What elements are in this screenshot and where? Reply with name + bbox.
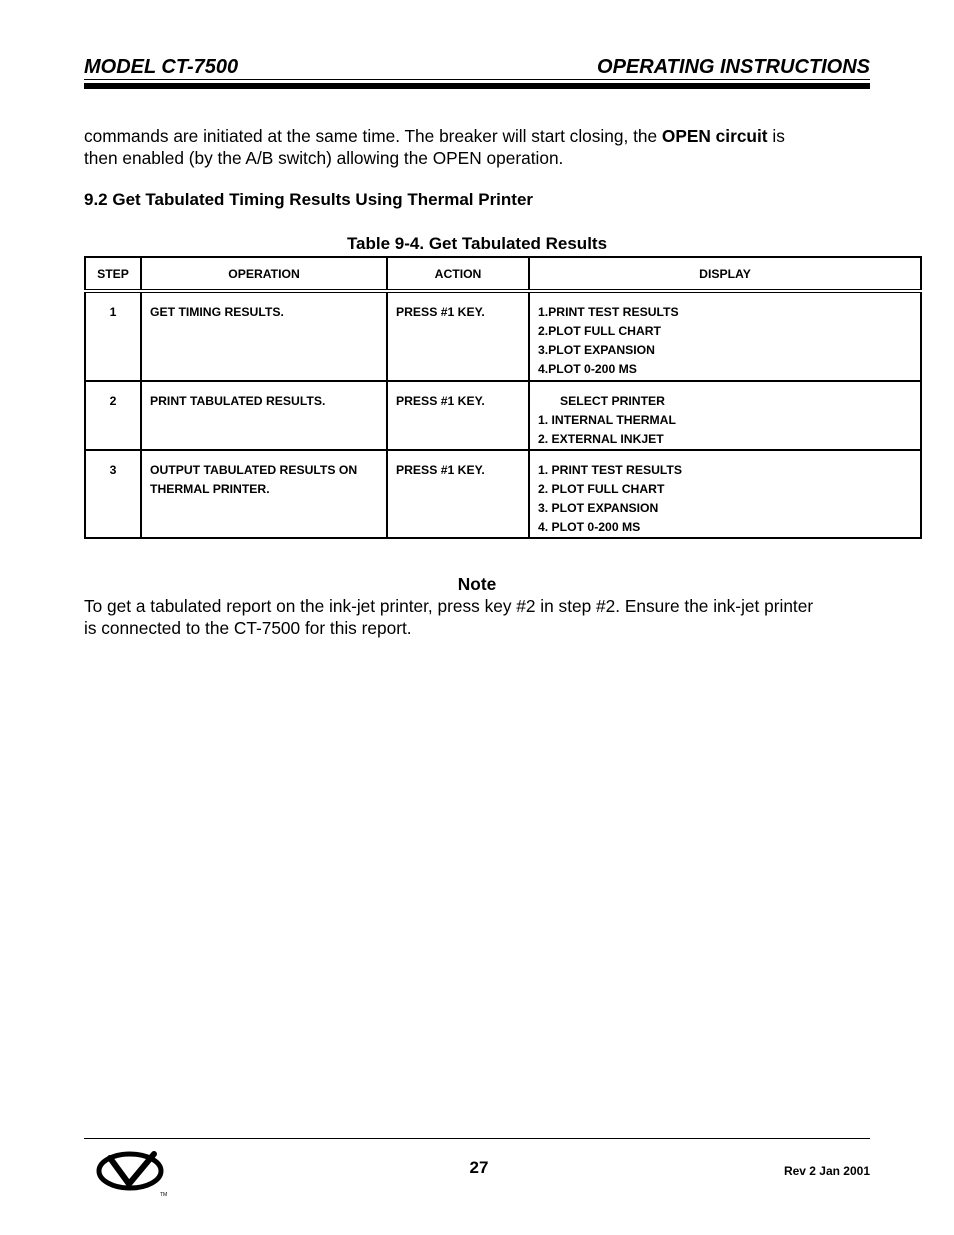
action-cell: PRESS #1 KEY. bbox=[387, 450, 529, 538]
display-line: 3.PLOT EXPANSION bbox=[538, 343, 655, 357]
section-heading: 9.2 Get Tabulated Timing Results Using Thermal Printer bbox=[84, 190, 534, 209]
header-rule-thick bbox=[84, 83, 870, 89]
step-cell: 3 bbox=[85, 450, 141, 538]
model-title: MODEL CT-7500 bbox=[84, 56, 239, 78]
note-title: Note bbox=[457, 574, 497, 594]
operation-cell: GET TIMING RESULTS. bbox=[141, 291, 387, 381]
header-action: ACTION bbox=[387, 257, 529, 291]
footer-rule bbox=[84, 1138, 870, 1139]
table-title: Table 9-4. Get Tabulated Results bbox=[346, 234, 608, 253]
revision-label: Rev 2 Jan 2001 bbox=[783, 1164, 870, 1178]
header-step: STEP bbox=[85, 257, 141, 291]
display-line: 3. PLOT EXPANSION bbox=[538, 501, 659, 515]
display-line: 4. PLOT 0-200 MS bbox=[538, 520, 641, 534]
header-rule-thin bbox=[84, 79, 870, 80]
table-header-row bbox=[85, 257, 921, 291]
results-table bbox=[84, 256, 922, 539]
intro-paragraph: commands are initiated at the same time. The breaker will start closing, the OPEN circuit is then enabled (by the A/B switch) allowing the OPEN operation. bbox=[84, 126, 785, 168]
header-display: DISPLAY bbox=[529, 257, 921, 291]
header-operation: OPERATION bbox=[141, 257, 387, 291]
step-cell: 2 bbox=[85, 381, 141, 450]
display-line: 2. PLOT FULL CHART bbox=[538, 482, 665, 496]
display-line: 1. PRINT TEST RESULTS bbox=[538, 463, 683, 477]
page-number: 27 bbox=[469, 1158, 489, 1177]
table-row bbox=[85, 450, 921, 538]
display-line: 1.PRINT TEST RESULTS bbox=[538, 305, 679, 319]
open-circuit-term: OPEN circuit bbox=[661, 126, 768, 146]
display-line: 1. INTERNAL THERMAL bbox=[538, 413, 676, 427]
display-cell bbox=[529, 291, 921, 381]
table-row bbox=[85, 381, 921, 450]
display-cell bbox=[529, 381, 921, 450]
table-row bbox=[85, 291, 921, 381]
display-line: 2. EXTERNAL INKJET bbox=[538, 432, 664, 446]
step-cell: 1 bbox=[85, 291, 141, 381]
display-line: SELECT PRINTER bbox=[560, 394, 665, 408]
operation-cell: PRINT TABULATED RESULTS. bbox=[141, 381, 387, 450]
section-title: OPERATING INSTRUCTIONS bbox=[597, 56, 870, 78]
display-cell bbox=[529, 450, 921, 538]
operation-cell: OUTPUT TABULATED RESULTS ON THERMAL PRINTER. bbox=[141, 450, 387, 538]
page-header bbox=[84, 56, 870, 80]
note-paragraph: To get a tabulated report on the ink-jet printer, press key #2 in step #2. Ensure the ink-jet printer is connected to the CT-7500 for this report. bbox=[84, 596, 814, 638]
display-line: 2.PLOT FULL CHART bbox=[538, 324, 661, 338]
action-cell: PRESS #1 KEY. bbox=[387, 291, 529, 381]
logo-tm: TM bbox=[160, 1192, 168, 1198]
display-line: 4.PLOT 0-200 MS bbox=[538, 362, 637, 376]
action-cell: PRESS #1 KEY. bbox=[387, 381, 529, 450]
